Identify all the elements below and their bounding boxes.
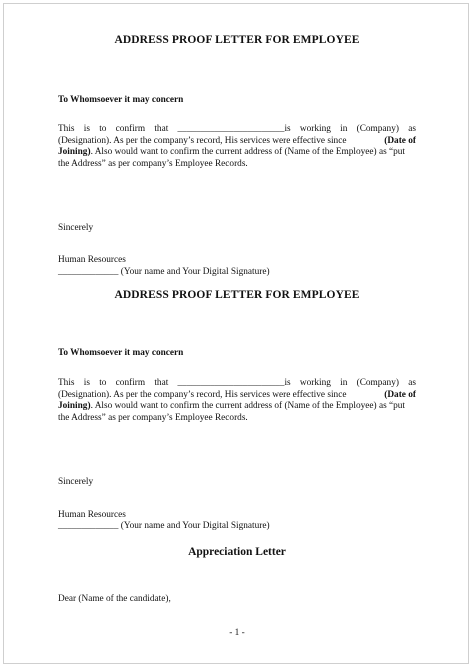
body-text-segment: the Address” as per company’s Employee Records.	[58, 412, 248, 423]
body-text-segment: . Also would want to confirm the current address of (Name of the Employee) as “put	[90, 401, 406, 411]
word: as	[408, 378, 416, 388]
word: (Company)	[356, 124, 399, 134]
letter1-body	[58, 124, 416, 170]
body-text-segment: the Address” as per company’s Employee Records.	[58, 158, 248, 169]
word: _______________________is	[177, 124, 291, 134]
letter1-department: Human Resources	[58, 255, 126, 265]
page-number: - 1 -	[229, 628, 245, 638]
letter1-body-line3	[58, 147, 416, 159]
letter2-title: ADDRESS PROOF LETTER FOR EMPLOYEE	[114, 289, 360, 301]
word: in	[340, 378, 348, 388]
word: to	[99, 124, 107, 134]
body-text-segment: . Also would want to confirm the current address of (Name of the Employee) as “put	[90, 147, 406, 157]
body-text-segment: (Designation). As per the company’s record, His services were effective since	[58, 389, 347, 400]
word: is	[83, 124, 90, 134]
letter2-body-line4	[58, 413, 416, 425]
word: confirm	[115, 378, 146, 388]
word: working	[299, 124, 331, 134]
word: in	[340, 124, 348, 134]
word: This	[58, 378, 75, 388]
word: _______________________is	[177, 378, 291, 388]
bold-text-segment: Joining)	[58, 147, 91, 157]
letter1-body-line4	[58, 159, 416, 171]
letter1-body-line1	[58, 124, 416, 136]
word: (Company)	[356, 378, 399, 388]
bold-text-segment: (Date of	[384, 389, 416, 400]
letter1-closing: Sincerely	[58, 223, 94, 233]
letter2-signature-line: _____________ (Your name and Your Digital Signature)	[58, 521, 270, 531]
word: This	[58, 124, 75, 134]
body-text-segment: (Designation). As per the company’s record, His services were effective since	[58, 135, 347, 146]
letter2-department: Human Resources	[58, 510, 126, 520]
letter1-signature-line: _____________ (Your name and Your Digital Signature)	[58, 267, 270, 277]
bold-text-segment: Joining)	[58, 401, 91, 411]
word: is	[83, 378, 90, 388]
letter2-body-line3	[58, 401, 416, 413]
letter2-body-line2	[58, 390, 416, 402]
word: working	[299, 378, 331, 388]
word: as	[408, 124, 416, 134]
bold-text-segment: (Date of	[384, 135, 416, 146]
letter2-salutation: To Whomsoever it may concern	[58, 348, 184, 358]
letter2-closing: Sincerely	[58, 477, 94, 487]
word: confirm	[115, 124, 146, 134]
letter2-body	[58, 378, 416, 424]
letter1-salutation: To Whomsoever it may concern	[58, 95, 184, 105]
word: that	[154, 378, 169, 388]
word: that	[154, 124, 169, 134]
letter1-body-line2	[58, 136, 416, 148]
word: to	[99, 378, 107, 388]
letter2-body-line1	[58, 378, 416, 390]
appreciation-title: Appreciation Letter	[188, 546, 286, 558]
appreciation-greeting: Dear (Name of the candidate),	[58, 594, 171, 604]
letter1-title: ADDRESS PROOF LETTER FOR EMPLOYEE	[114, 34, 360, 46]
